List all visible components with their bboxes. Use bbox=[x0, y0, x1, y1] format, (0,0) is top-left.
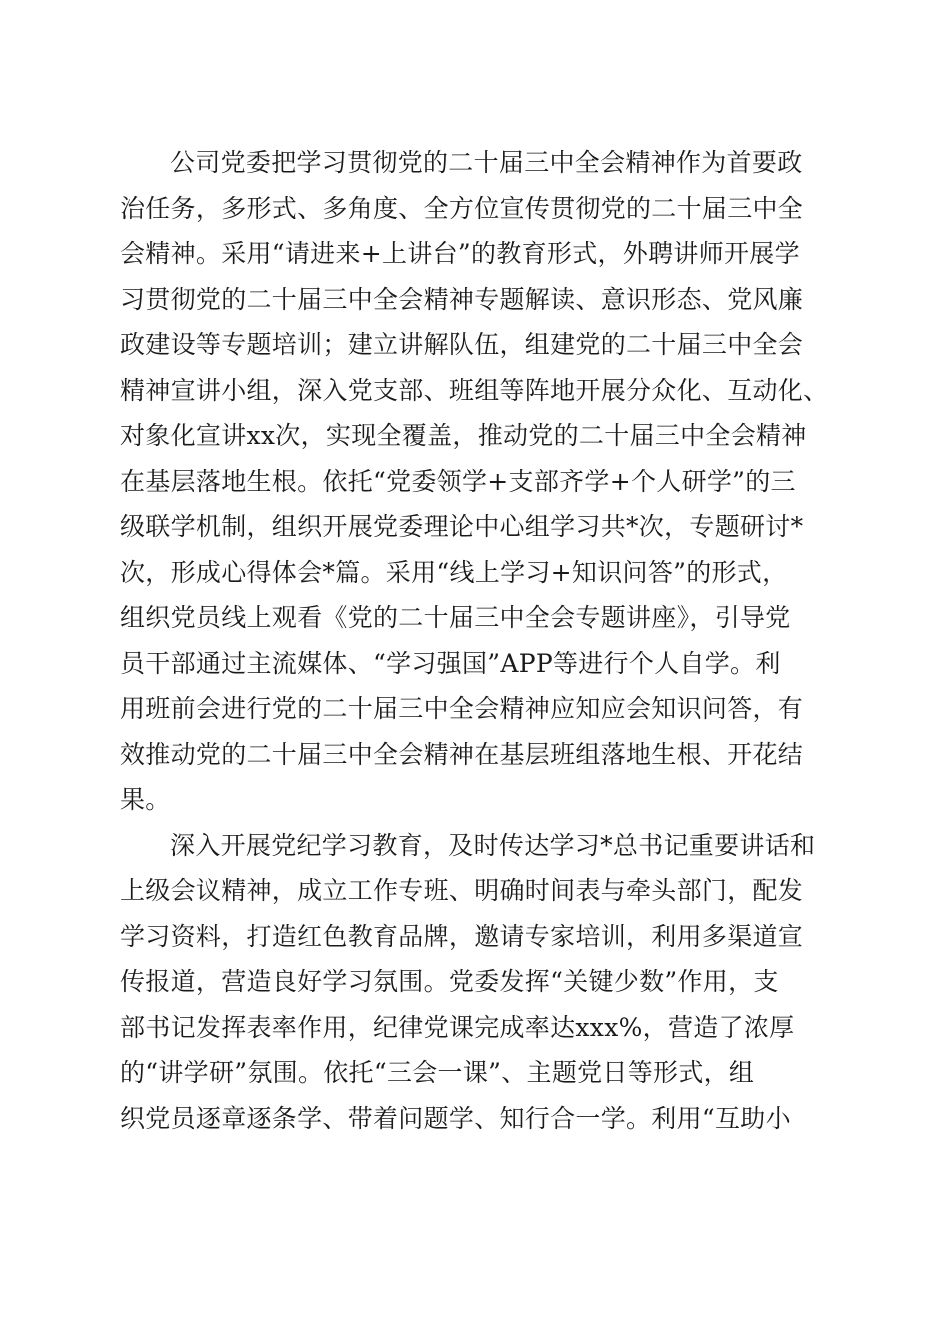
text-line: 部书记发挥表率作用，纪律党课完成率达xxx%，营造了浓厚 bbox=[120, 1012, 795, 1042]
text-line: 公司党委把学习贯彻党的二十届三中全会精神作为首要政 bbox=[170, 148, 803, 177]
text-line: 上级会议精神，成立工作专班、明确时间表与牵头部门，配发 bbox=[120, 876, 804, 905]
text-line: 次，形成心得体会*篇。采用“线上学习+知识问答”的形式， bbox=[120, 557, 788, 587]
text-line: 效推动党的二十届三中全会精神在基层班组落地生根、开花结 bbox=[120, 739, 804, 769]
text-line: 在基层落地生根。依托“党委领学+支部齐学+个人研学”的三 bbox=[120, 466, 796, 496]
text-line: 精神宣讲小组，深入党支部、班组等阵地开展分众化、互动化、 bbox=[120, 375, 829, 405]
text-line: 会精神。采用“请进来+上讲台”的教育形式，外聘讲师开展学 bbox=[120, 239, 800, 268]
text-line: 学习资料，打造红色教育品牌，邀请专家培训，利用多渠道宣 bbox=[120, 921, 804, 951]
text-line: 的“讲学研”氛围。依托“三会一课”、主题党日等形式，组 bbox=[120, 1058, 755, 1087]
text-line: 习贯彻党的二十届三中全会精神专题解读、意识形态、党风廉 bbox=[120, 284, 804, 314]
paragraph-2 bbox=[120, 823, 834, 1142]
text-line: 员干部通过主流媒体、“学习强国”APP等进行个人自学。利 bbox=[120, 648, 781, 678]
text-line: 级联学机制，组织开展党委理论中心组学习共*次，专题研讨* bbox=[120, 512, 804, 541]
text-line: 传报道，营造良好学习氛围。党委发挥“关键少数”作用，支 bbox=[120, 967, 779, 996]
text-line: 织党员逐章逐条学、带着问题学、知行合一学。利用“互助小 bbox=[120, 1103, 791, 1133]
text-line: 治任务，多形式、多角度、全方位宣传贯彻党的二十届三中全 bbox=[120, 193, 804, 223]
text-line: 用班前会进行党的二十届三中全会精神应知应会知识问答，有 bbox=[120, 694, 804, 723]
text-line: 果。 bbox=[120, 785, 171, 814]
document-body bbox=[120, 140, 834, 1141]
paragraph-1 bbox=[120, 140, 834, 823]
text-line: 组织党员线上观看《党的二十届三中全会专题讲座》，引导党 bbox=[120, 603, 791, 632]
text-line: 深入开展党纪学习教育，及时传达学习*总书记重要讲话和 bbox=[170, 830, 816, 860]
text-line: 政建设等专题培训；建立讲解队伍，组建党的二十届三中全会 bbox=[120, 330, 804, 359]
text-line: 对象化宣讲xx次，实现全覆盖，推动党的二十届三中全会精神 bbox=[120, 421, 807, 450]
